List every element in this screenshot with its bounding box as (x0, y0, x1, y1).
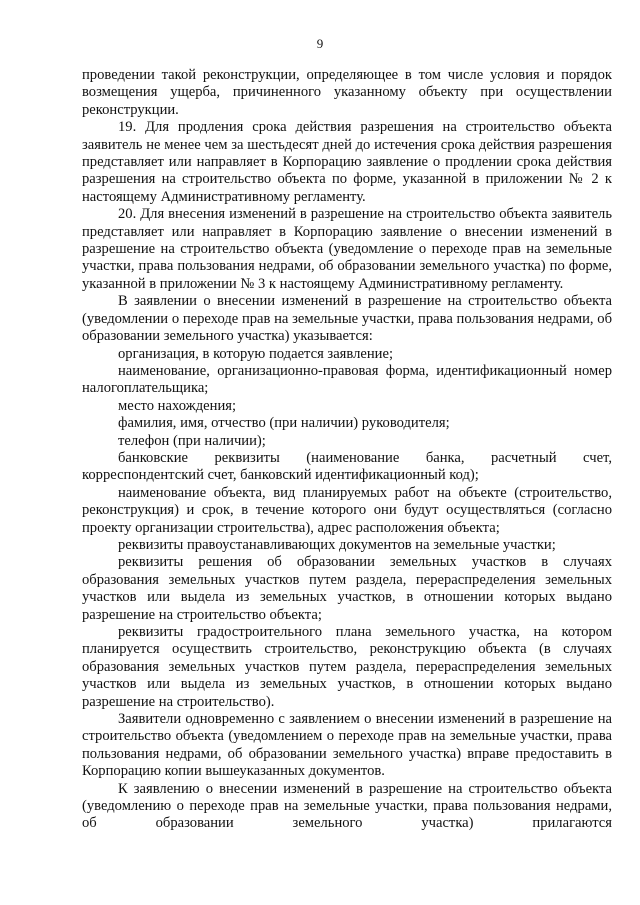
document-body (82, 67, 612, 833)
page-number: 9 (316, 36, 324, 51)
list-item-organization: организация, в которую подается заявление; (118, 345, 394, 362)
paragraph-item-19: 19. Для продления срока действия разрешения на строительство объекта заявитель не менее чем за шестьдесят дней до истечения срока действия разрешения представляет или направляет в Корпорацию заявление о продлении срока действия разрешения на строительство объекта по форме, указанной в приложении № 2 к настоящему Административному регламенту. (82, 119, 612, 205)
list-item-land-formation-decision: реквизиты решения об образовании земельных участков в случаях образования земельных участков путем раздела, перераспределения земельных участков или выдела из земельных участков, в отношении которых выдано разрешение на строительство объекта; (82, 554, 612, 623)
paragraph-attachments: К заявлению о внесении изменений в разрешение на строительство объекта (уведомлению о переходе прав на земельные участки, права пользования недрами, об образовании земельного участка) прилагаются (82, 780, 612, 832)
paragraph-reconstruction-continuation: проведении такой реконструкции, определяющее в том числе условия и порядок возмещения ущерба, причиненного указанному объекту при осуществлении реконструкции. (82, 67, 612, 118)
list-item-phone: телефон (при наличии); (118, 432, 266, 449)
list-item-name-form-inn: наименование, организационно-правовая форма, идентификационный номер налогоплательщика; (82, 362, 612, 397)
list-item-title-documents: реквизиты правоустанавливающих документов на земельные участки; (118, 536, 556, 553)
paragraph-application-contents: В заявлении о внесении изменений в разрешение на строительство объекта (уведомлении о переходе прав на земельные участки, права пользования недрами, об образовании земельного участка) указывается: (82, 293, 612, 345)
list-item-urban-plan: реквизиты градостроительного плана земельного участка, на котором планируется осуществить строительство, реконструкцию объекта (в случаях образования земельных участков путем раздела, перераспределения земельных участков или выдела из земельных участков, в отношении которых выдано разрешение на строительство). (82, 624, 612, 710)
list-item-director-name: фамилия, имя, отчество (при наличии) руководителя; (118, 415, 450, 432)
paragraph-item-20: 20. Для внесения изменений в разрешение на строительство объекта заявитель представляет или направляет в Корпорацию заявление о внесении изменений в разрешение на строительство объекта (уведомление о переходе прав на земельные участки, права пользования недрами, об образовании земельного участка) по форме, указанной в приложении № 3 к настоящему Административному регламенту. (82, 206, 612, 292)
paragraph-applicants-copies: Заявители одновременно с заявлением о внесении изменений в разрешение на строительство объекта (уведомлением о переходе прав на земельные участки, права пользования недрами, об образовании земельного участка) вправе предоставить в Корпорацию копии вышеуказанных документов. (82, 711, 612, 780)
list-item-bank-details: банковские реквизиты (наименование банка, расчетный счет, корреспондентский счет, банковский идентификационный код); (82, 449, 612, 484)
list-item-object-name-works: наименование объекта, вид планируемых работ на объекте (строительство, реконструкция) и срок, в течение которого они будут осуществляться (согласно проекту организации строительства), адрес расположения объекта; (82, 484, 612, 536)
list-item-location: место нахождения; (118, 397, 237, 414)
